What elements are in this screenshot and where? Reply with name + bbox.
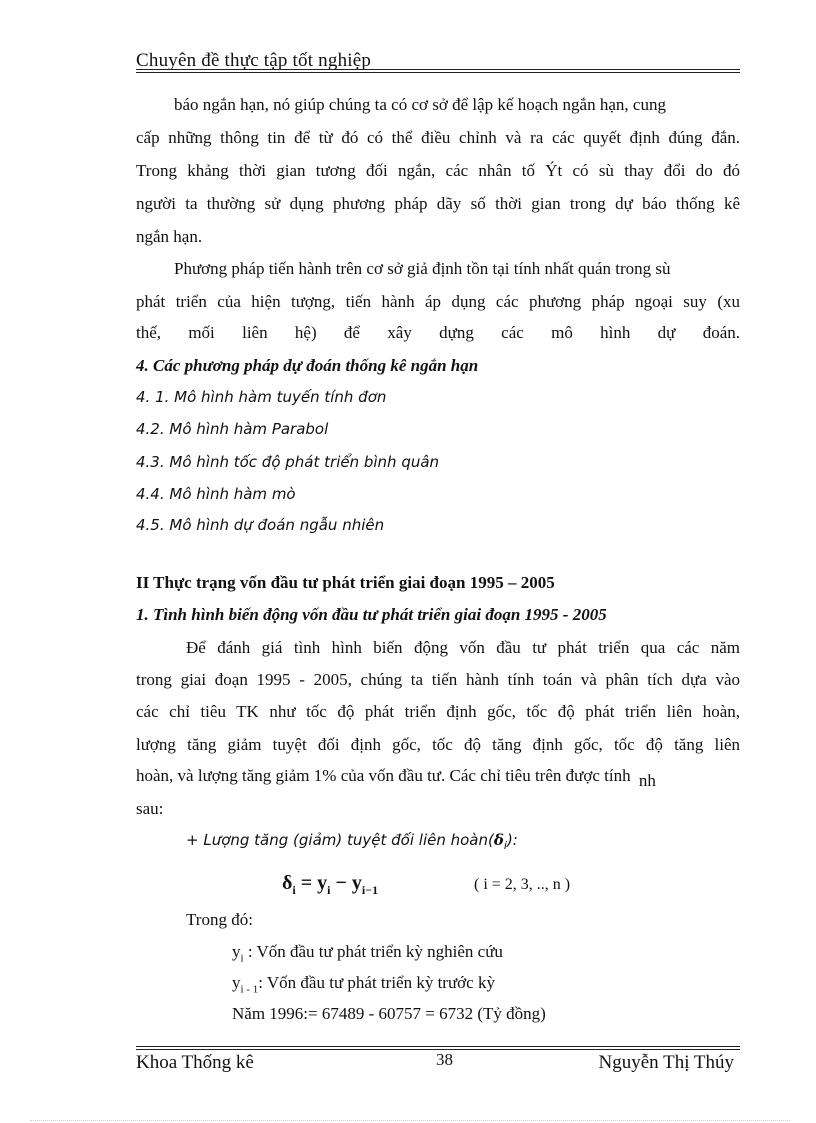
delta-lhs: δ <box>282 872 293 894</box>
page-number: 38 <box>436 1050 453 1069</box>
paragraph-line: trong giai đoạn 1995 - 2005, chúng ta tiến hành tính toán và phân tích dựa vào <box>136 670 740 689</box>
paragraph-line: người ta thường sử dụng phương pháp dãy số thời gian trong dự báo thống kê <box>136 194 740 213</box>
paragraph-line: báo ngắn hạn, nó giúp chúng ta có cơ sở để lập kế hoạch ngắn hạn, cung <box>174 95 666 114</box>
legend-item: $y_i$ : Vốn đầu tư phát triển kỳ nghiên cứu <box>232 942 503 965</box>
list-item: 4.2. Mô hình hàm Parabol <box>136 420 329 438</box>
paragraph-line: lượng tăng giảm tuyệt đối định gốc, tốc độ tăng định gốc, tốc độ tăng liên <box>136 735 740 754</box>
list-item: 4. 1. Mô hình hàm tuyến tính đơn <box>136 388 387 406</box>
paragraph-line: Để đánh giá tình hình biến động vốn đầu tư phát triển qua các năm <box>186 638 740 657</box>
page-edge <box>30 1120 790 1121</box>
paragraph-line-tail: nh <box>638 771 656 790</box>
list-item: 4.4. Mô hình hàm mò <box>136 485 296 503</box>
paragraph-line-text: hoàn, và lượng tăng giảm 1% của vốn đầu tư. Các chỉ tiêu trên được tính <box>136 766 631 785</box>
page-header-title: Chuyên đề thực tập tốt nghiệp <box>136 50 372 71</box>
paragraph-line: ngắn hạn. <box>136 227 203 246</box>
footer-right: Nguyễn Thị Thúy <box>598 1052 734 1073</box>
paragraph-line: cấp những thông tin để từ đó có thể điều chỉnh và ra các quyết định đúng đắn. <box>136 128 740 147</box>
list-item: 4.3. Mô hình tốc độ phát triển bình quân <box>136 453 440 471</box>
paragraph-line: Trong khảng thời gian tương đối ngắn, các nhân tố Ýt có sù thay đổi do đó <box>136 161 740 180</box>
paragraph-line <box>136 766 656 790</box>
delta-symbol: δ <box>493 831 504 849</box>
formula-intro: + Lượng tăng (giảm) tuyệt đối liên $hoàn(\delta_i)$: <box>186 831 518 852</box>
paragraph-line: phát triển của hiện tượng, tiến hành áp dụng các phương pháp ngoại suy (xu <box>136 292 740 311</box>
section-heading: II Thực trạng vốn đầu tư phát triển giai đoạn 1995 – 2005 <box>136 573 555 592</box>
paragraph-line: Phương pháp tiến hành trên cơ sở giả định tồn tại tính nhất quán trong sù <box>174 259 671 278</box>
paragraph-line: sau: <box>136 799 164 818</box>
header-rule <box>136 69 740 73</box>
list-item: 4.5. Mô hình dự đoán ngẫu nhiên <box>136 516 385 534</box>
example-calculation: Năm 1996:= 67489 - 60757 = 6732 (Tỷ đồng) <box>232 1004 546 1023</box>
formula-condition: ( i = 2, 3, .., n ) <box>474 876 571 893</box>
section-heading: 4. Các phương pháp dự đoán thống kê ngắn hạn <box>136 356 479 375</box>
paragraph-line: thế, mối liên hệ) để xây dựng các mô hình dự đoán. <box>136 323 740 342</box>
formula: $\delta_i = y_i - y_{i-1}$ <box>282 872 379 897</box>
paragraph-line: các chỉ tiêu TK như tốc độ phát triển định gốc, tốc độ phát triển liên hoàn, <box>136 702 740 721</box>
legend-heading: Trong đó: <box>186 910 253 929</box>
legend-item: $y_{i - 1}$: Vốn đầu tư phát triển kỳ trước kỳ <box>232 973 495 996</box>
subsection-heading: 1. Tình hình biến động vốn đầu tư phát triển giai đoạn 1995 - 2005 <box>136 605 607 624</box>
footer-left: Khoa Thống kê <box>136 1052 254 1073</box>
